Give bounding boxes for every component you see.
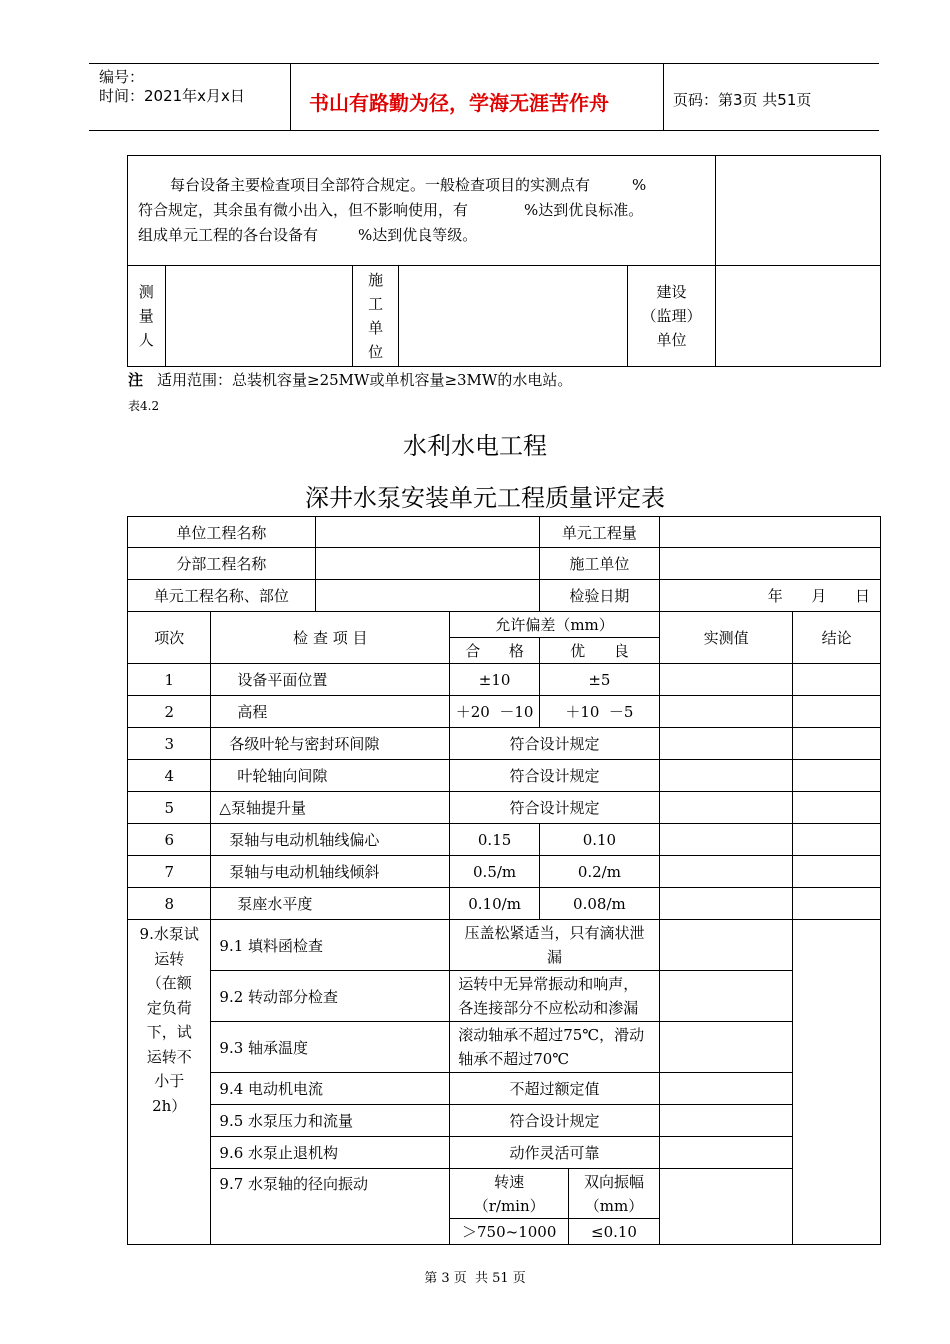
row-qualified: ±10: [450, 664, 540, 696]
trial-requirement: 动作灵活可靠: [450, 1137, 660, 1169]
trial-requirement: 符合设计规定: [450, 1105, 660, 1137]
measurer-label: 测 量 人: [128, 266, 166, 367]
doc-number-label: 编号：: [99, 68, 145, 86]
speed-label: 转速 （r/min）: [450, 1169, 569, 1219]
unit-quantity-label: 单元工程量: [539, 517, 659, 548]
summary-paragraph: 每台设备主要检查项目全部符合规定。一般检查项目的实测点有 % 符合规定，其余虽有微小出入，但不影响使用，有 %达到优良标准。 组成单元工程的各台设备有 %达到优良等级。: [128, 156, 716, 266]
row-measured: [659, 696, 792, 728]
amplitude-value: ≤0.10: [569, 1219, 660, 1245]
row-requirement: 符合设计规定: [450, 760, 660, 792]
doc-time: 时间：2021年x月x日: [99, 87, 245, 105]
header-page-number: 页码：第3页 共51页: [673, 91, 812, 109]
table-row: [128, 792, 881, 824]
row-requirement: 符合设计规定: [450, 792, 660, 824]
speed-value: ＞750~1000: [450, 1219, 569, 1245]
row-conclusion: [793, 696, 881, 728]
inspection-date-value: 年 月 日: [659, 580, 880, 612]
row-measured: [659, 824, 792, 856]
trial-item: 9.4 电动机电流: [211, 1073, 450, 1105]
trial-requirement: 压盖松紧适当，只有滴状泄 漏: [450, 920, 660, 971]
page-header: [89, 63, 879, 131]
title-form: 深井水泵安装单元工程质量评定表: [305, 484, 665, 512]
trial-requirement: 滚动轴承不超过75℃，滑动 轴承不超过70℃: [450, 1022, 660, 1073]
row-excellent: 0.2/m: [539, 856, 659, 888]
col-header-no: 项次: [128, 612, 211, 664]
amplitude-label: 双向振幅 （mm）: [569, 1169, 660, 1219]
evaluation-table: [127, 516, 881, 1245]
row-item: 高程: [211, 696, 450, 728]
table-row: [128, 728, 881, 760]
table-row: [128, 1022, 881, 1073]
summary-table: [127, 155, 881, 367]
row-conclusion: [793, 664, 881, 696]
row-conclusion: [793, 792, 881, 824]
row-qualified: ＋20 －10: [450, 696, 540, 728]
row-measured: [659, 971, 792, 1022]
row-conclusion: [793, 888, 881, 920]
row-item: 各级叶轮与密封环间隙: [211, 728, 450, 760]
branch-project-name-label: 分部工程名称: [128, 548, 316, 580]
row-item: 泵轴与电动机轴线倾斜: [211, 856, 450, 888]
row-qualified: 0.15: [450, 824, 540, 856]
row-measured: [659, 1169, 792, 1245]
construction-unit-label: 施工单位: [539, 548, 659, 580]
table-row: [128, 760, 881, 792]
row-measured: [659, 728, 792, 760]
summary-blank: [716, 156, 881, 266]
row-qualified: 0.5/m: [450, 856, 540, 888]
trial-item: 9.7 水泵轴的径向振动: [211, 1169, 450, 1245]
col-header-excellent: 优 良: [539, 638, 659, 664]
trial-item: 9.6 水泵止退机构: [211, 1137, 450, 1169]
row-no: 2: [128, 696, 211, 728]
table-row: [128, 664, 881, 696]
row-measured: [659, 856, 792, 888]
row-no: 7: [128, 856, 211, 888]
row-measured: [659, 920, 792, 971]
row-no: 5: [128, 792, 211, 824]
col-header-tolerance: 允许偏差（mm）: [450, 612, 660, 638]
table-row: [128, 971, 881, 1022]
row-no: 4: [128, 760, 211, 792]
construction-unit-value: [659, 548, 880, 580]
scope-note: 注 适用范围：总装机容量≥25MW或单机容量≥3MW的水电站。: [128, 371, 573, 389]
header-motto: 书山有路勤为径，学海无涯苦作舟: [309, 91, 609, 115]
table-row: [128, 920, 881, 971]
row-conclusion: [793, 856, 881, 888]
trial-requirement: 不超过额定值: [450, 1073, 660, 1105]
row-measured: [659, 1022, 792, 1073]
table-row: [128, 856, 881, 888]
row-excellent: ＋10 －5: [539, 696, 659, 728]
table-row: [128, 696, 881, 728]
row-measured: [659, 888, 792, 920]
col-header-measured: 实测值: [659, 612, 792, 664]
page-footer: 第 3 页 共 51 页: [424, 1271, 526, 1286]
row-measured: [659, 760, 792, 792]
row-no: 8: [128, 888, 211, 920]
col-header-conclusion: 结论: [793, 612, 881, 664]
table-row: [128, 1137, 881, 1169]
unit-quantity-value: [659, 517, 880, 548]
row-item: △泵轴提升量: [211, 792, 450, 824]
row-measured: [659, 792, 792, 824]
row-qualified: 0.10/m: [450, 888, 540, 920]
row-measured: [659, 1073, 792, 1105]
row-excellent: 0.10: [539, 824, 659, 856]
trial-conclusion: [793, 920, 881, 1245]
row-no: 6: [128, 824, 211, 856]
element-name-value: [315, 580, 539, 612]
title-main: 水利水电工程: [403, 432, 547, 460]
trial-run-label: 9.水泵试 运转 （在额 定负荷 下，试 运转不 小于 2h）: [128, 920, 211, 1245]
row-excellent: ±5: [539, 664, 659, 696]
trial-requirement: 运转中无异常振动和响声， 各连接部分不应松动和渗漏: [450, 971, 660, 1022]
owner-unit-blank: [716, 266, 881, 367]
row-measured: [659, 664, 792, 696]
element-name-label: 单元工程名称、部位: [128, 580, 316, 612]
unit-project-name-label: 单位工程名称: [128, 517, 316, 548]
row-no: 1: [128, 664, 211, 696]
row-item: 设备平面位置: [211, 664, 450, 696]
row-conclusion: [793, 760, 881, 792]
measurer-blank: [165, 266, 353, 367]
construction-unit-blank: [398, 266, 627, 367]
trial-item: 9.1 填料函检查: [211, 920, 450, 971]
table-row: [128, 1169, 881, 1219]
unit-project-name-value: [315, 517, 539, 548]
table-row: [128, 1105, 881, 1137]
col-header-item: 检 查 项 目: [211, 612, 450, 664]
row-conclusion: [793, 728, 881, 760]
branch-project-name-value: [315, 548, 539, 580]
row-item: 泵轴与电动机轴线偏心: [211, 824, 450, 856]
trial-item: 9.2 转动部分检查: [211, 971, 450, 1022]
owner-unit-label: 建设 （监理） 单位: [627, 266, 715, 367]
table-number: 表4.2: [128, 399, 160, 413]
table-row: [128, 888, 881, 920]
row-measured: [659, 1105, 792, 1137]
col-header-qualified: 合 格: [450, 638, 540, 664]
row-measured: [659, 1137, 792, 1169]
row-conclusion: [793, 824, 881, 856]
row-no: 3: [128, 728, 211, 760]
table-row: [128, 824, 881, 856]
row-requirement: 符合设计规定: [450, 728, 660, 760]
inspection-date-label: 检验日期: [539, 580, 659, 612]
construction-unit-label: 施 工 单 位: [353, 266, 399, 367]
row-excellent: 0.08/m: [539, 888, 659, 920]
row-item: 叶轮轴向间隙: [211, 760, 450, 792]
trial-item: 9.3 轴承温度: [211, 1022, 450, 1073]
row-item: 泵座水平度: [211, 888, 450, 920]
table-row: [128, 1073, 881, 1105]
trial-item: 9.5 水泵压力和流量: [211, 1105, 450, 1137]
